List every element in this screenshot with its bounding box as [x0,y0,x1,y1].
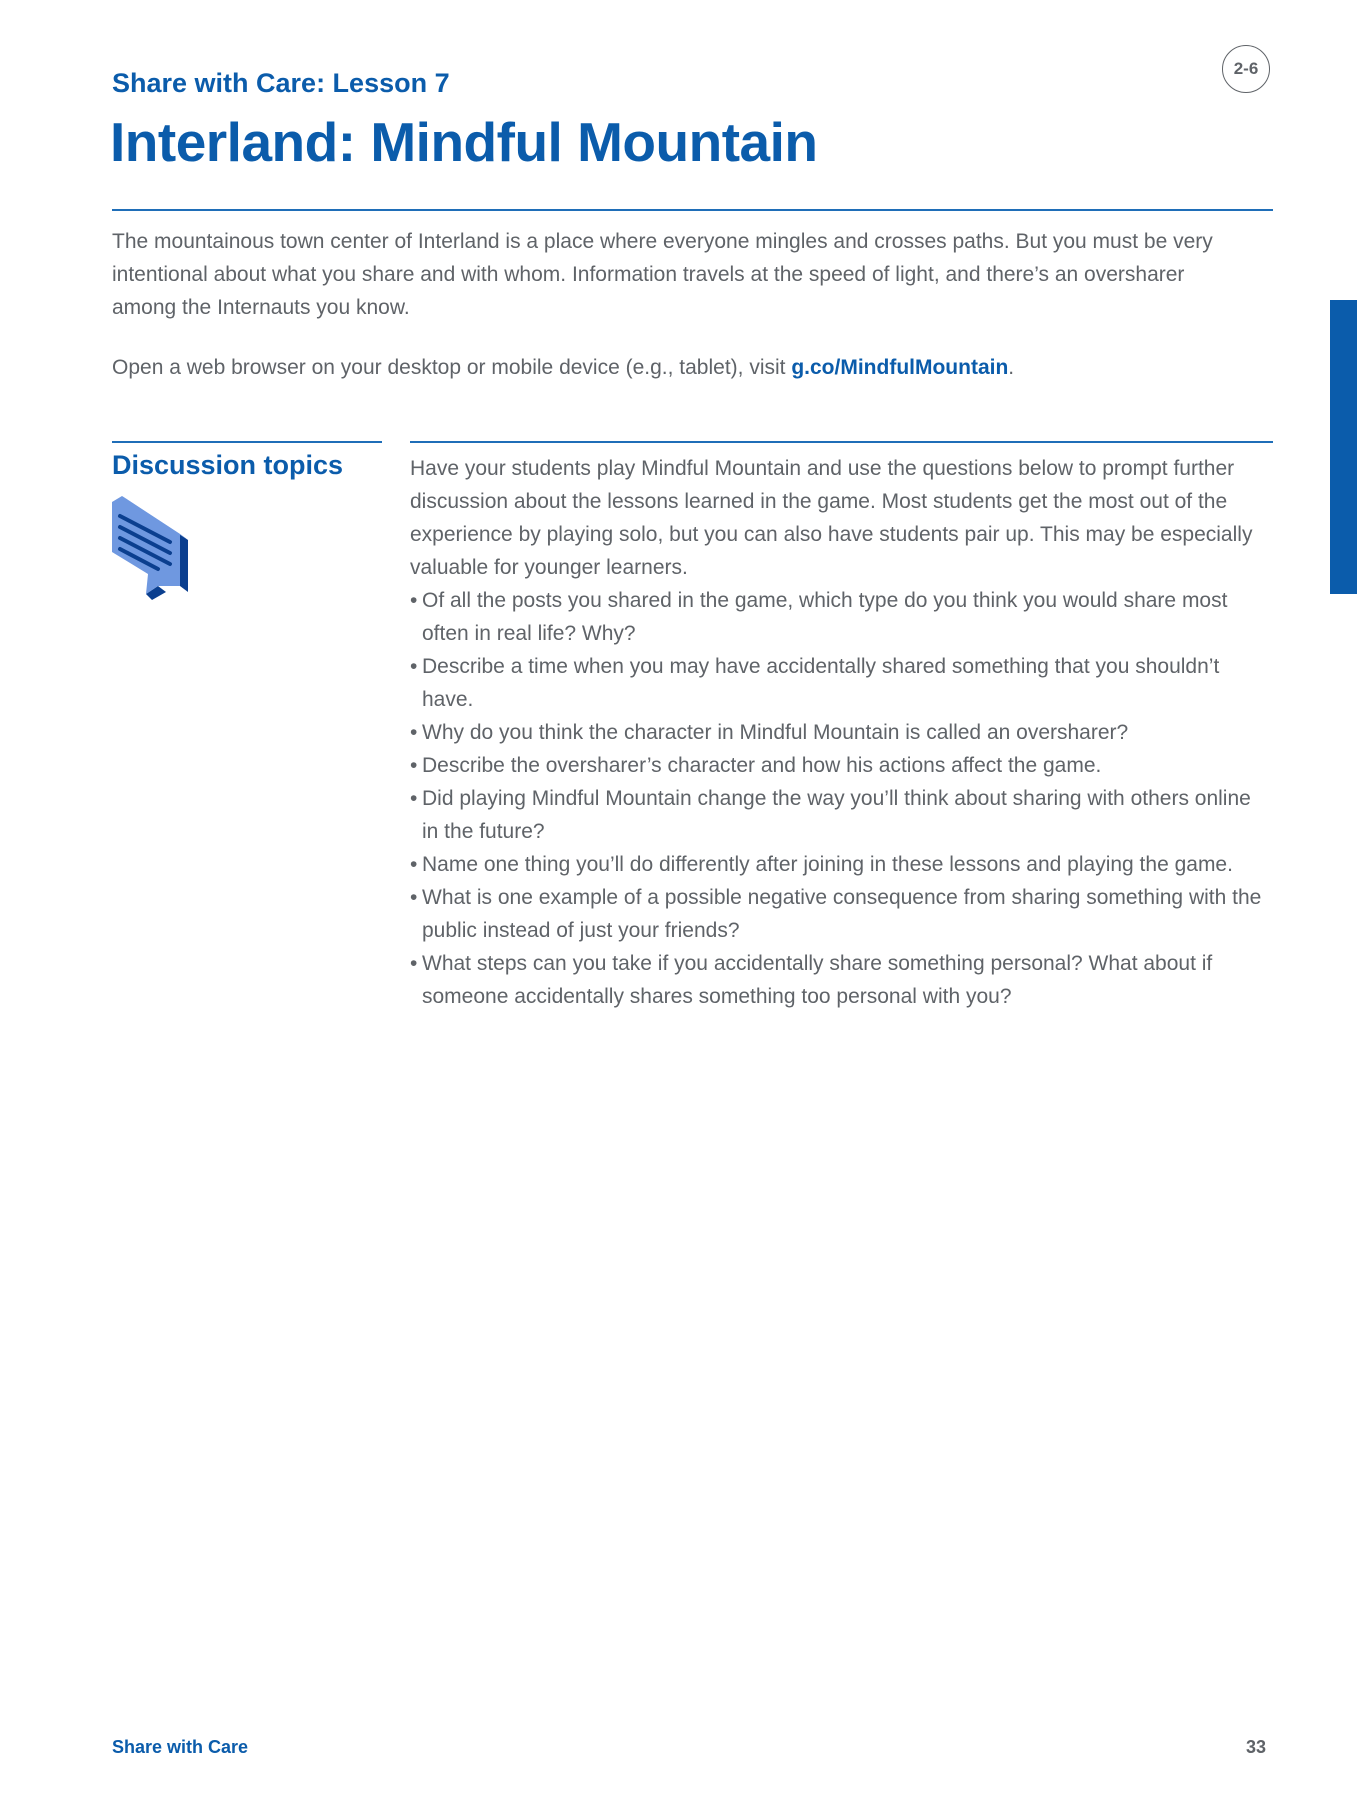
footer-section-title: Share with Care [112,1737,249,1757]
chat-bubble-icon [110,494,192,600]
discussion-title: Discussion topics [112,450,344,480]
page-title: Interland: Mindful Mountain [110,111,818,173]
list-item: • What is one example of a possible negative consequence from sharing something with the public instead of just your friends? [410,881,1270,947]
divider [112,209,1273,211]
browse-suffix: . [1008,356,1015,379]
discussion-intro: Have your students play Mindful Mountain and use the questions below to prompt further discussion about the lessons learned in the game. Most students get the most out of the experience by playing solo, but you can also have students pair up. This may be especially valuable for younger learners. [410,457,1253,579]
discussion-questions [410,584,1270,1013]
browse-prefix: Open a web browser on your desktop or mobile device (e.g., tablet), visit [112,356,792,379]
grade-badge: 2-6 [1222,45,1270,93]
divider [410,441,1273,443]
lesson-label: Share with Care: Lesson 7 [112,68,450,98]
list-item: • Why do you think the character in Mindful Mountain is called an oversharer? [410,716,1270,749]
discussion-body [410,452,1270,1013]
list-item: • Name one thing you’ll do differently after joining in these lessons and playing the game. [410,848,1270,881]
list-item: • Of all the posts you shared in the game, which type do you think you would share most often in real life? Why? [410,584,1270,650]
list-item: • Did playing Mindful Mountain change the way you’ll think about sharing with others online in the future? [410,782,1270,848]
list-item: • Describe the oversharer’s character and how his actions affect the game. [410,749,1270,782]
intro-paragraph: The mountainous town center of Interland is a place where everyone mingles and crosses paths. But you must be very intentional about what you share and with whom. Information travels at the speed of light, and there’s an oversharer among the Internauts you know. [112,230,1213,319]
mindful-mountain-link[interactable]: g.co/MindfulMountain [791,356,1009,379]
list-item: • What steps can you take if you accidentally share something personal? What about if someone accidentally shares something too personal with you? [410,947,1270,1013]
list-item: • Describe a time when you may have accidentally shared something that you shouldn’t have. [410,650,1270,716]
divider [112,441,382,443]
side-tab [1330,300,1357,594]
page-number: 33 [1246,1737,1267,1757]
browse-instructions [112,351,1262,384]
